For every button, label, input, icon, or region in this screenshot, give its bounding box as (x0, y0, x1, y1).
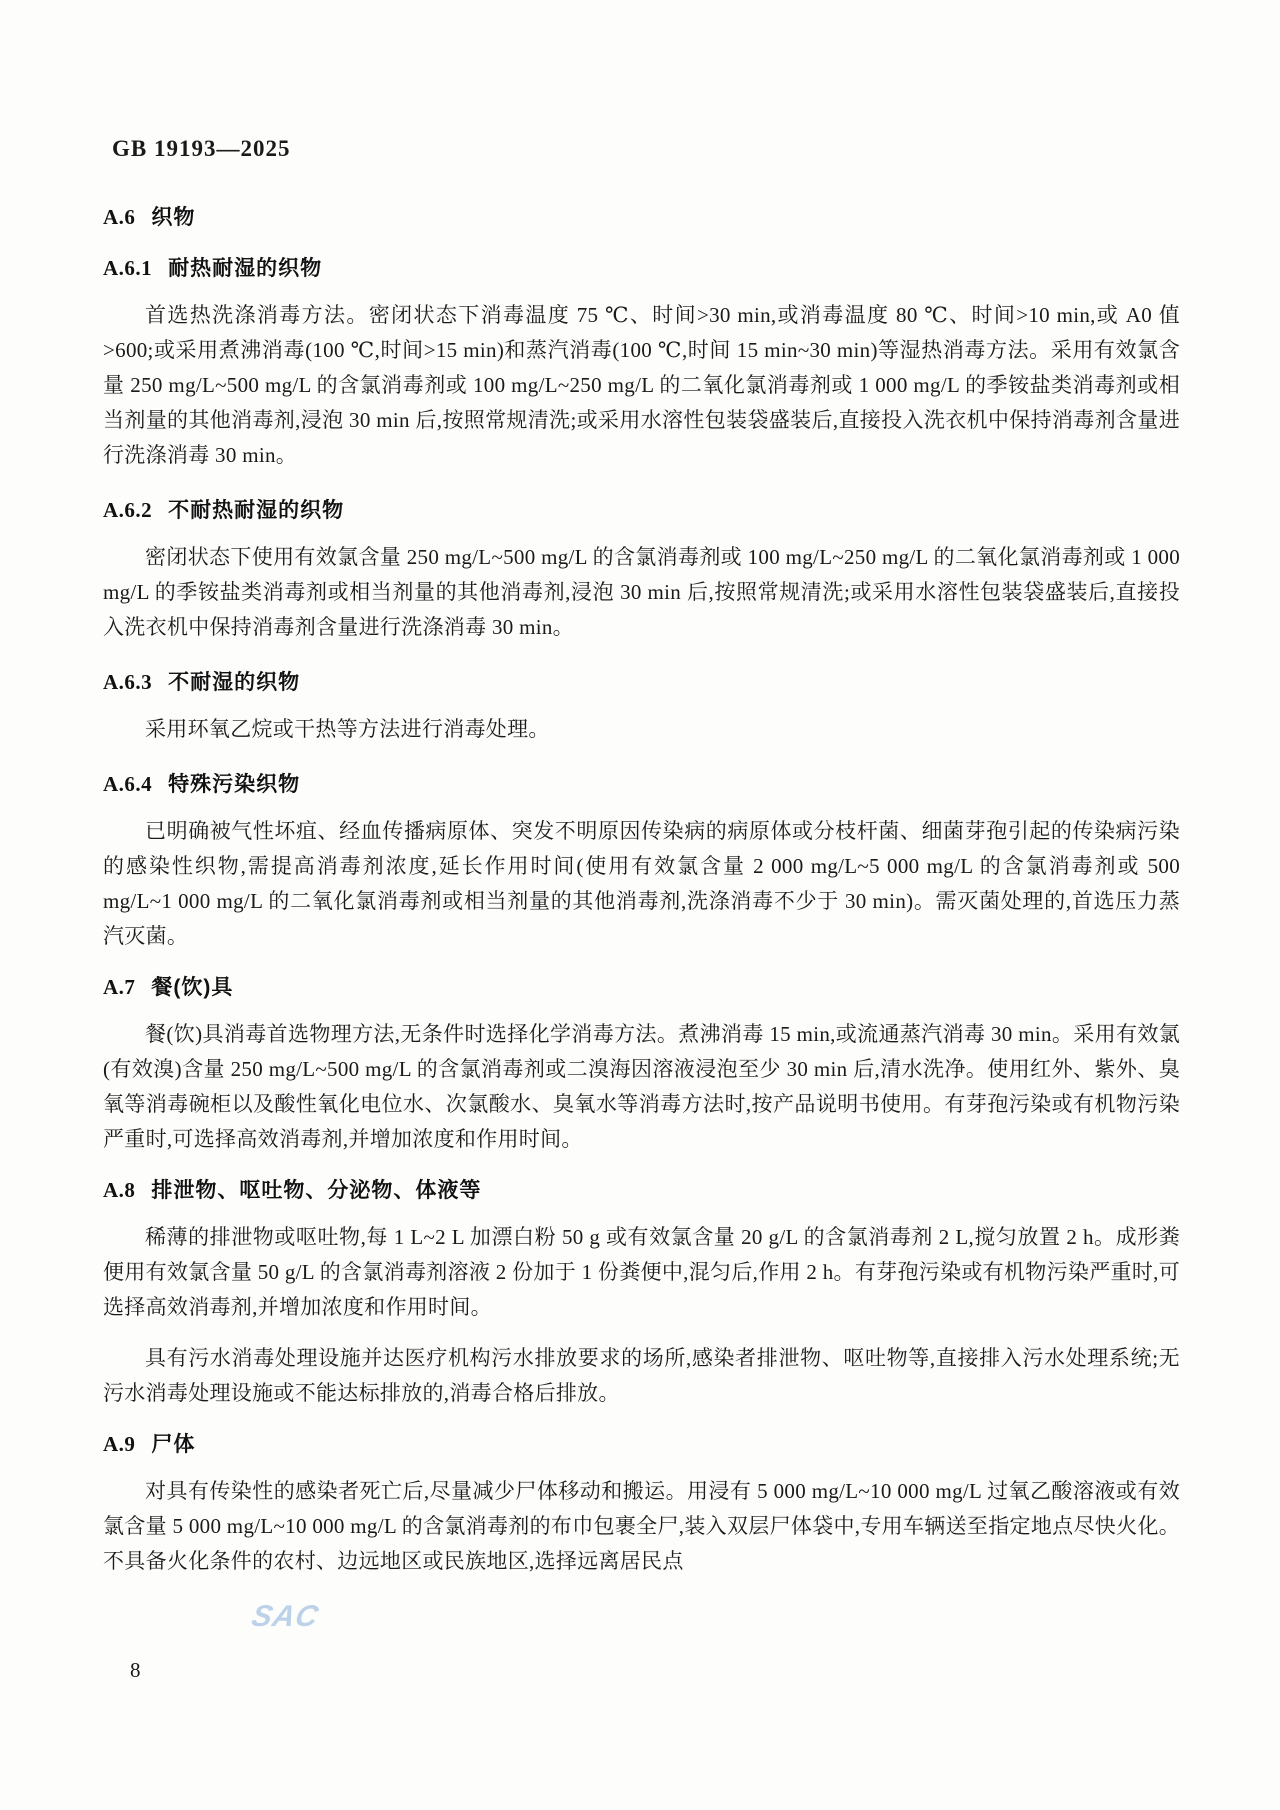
section-title: 排泄物、呕吐物、分泌物、体液等 (151, 1179, 482, 1202)
section-heading-a6-4 (103, 771, 1180, 798)
section-label: A.8 (103, 1178, 136, 1202)
paragraph-a6-2: 密闭状态下使用有效氯含量 250 mg/L~500 mg/L 的含氯消毒剂或 100 mg/L~250 mg/L 的二氧化氯消毒剂或 1 000 mg/L 的季铵盐类消毒剂或相当剂量的其他消毒剂,浸泡 30 min 后,按照常规清洗;或采用水溶性包装袋盛装后,直接投入洗衣机中保持消毒剂含量进行洗涤消毒 30 min。 (103, 545, 1180, 639)
paragraph-a7: 餐(饮)具消毒首选物理方法,无条件时选择化学消毒方法。煮沸消毒 15 min,或流通蒸汽消毒 30 min。采用有效氯(有效溴)含量 250 mg/L~500 mg/L 的含氯消毒剂或二溴海因溶液浸泡至少 30 min 后,清水洗净。使用红外、紫外、臭氧等消毒碗柜以及酸性氧化电位水、次氯酸水、臭氧水等消毒方法时,按产品说明书使用。有芽孢污染或有机物污染严重时,可选择高效消毒剂,并增加浓度和作用时间。 (103, 1022, 1180, 1151)
section-heading-a8 (103, 1177, 1180, 1204)
section-heading-a6-2 (103, 497, 1180, 524)
sac-watermark: SAC (248, 1600, 322, 1633)
paragraph-a9: 对具有传染性的感染者死亡后,尽量减少尸体移动和搬运。用浸有 5 000 mg/L~10 000 mg/L 过氧乙酸溶液或有效氯含量 5 000 mg/L~10 000 mg/L 的含氯消毒剂的布巾包裹全尸,装入双层尸体袋中,专用车辆送至指定地点尽快火化。不具备火化条件的农村、边远地区或民族地区,选择远离居民点 (103, 1479, 1180, 1573)
section-label: A.6.4 (103, 772, 153, 796)
section-label: A.6.1 (103, 256, 153, 280)
paragraph-a6-1: 首选热洗涤消毒方法。密闭状态下消毒温度 75 ℃、时间>30 min,或消毒温度 80 ℃、时间>10 min,或 A0 值>600;或采用煮沸消毒(100 ℃,时间>15 min)和蒸汽消毒(100 ℃,时间 15 min~30 min)等湿热消毒方法。采用有效氯含量 250 mg/L~500 mg/L 的含氯消毒剂或 100 mg/L~250 mg/L 的二氧化氯消毒剂或 1 000 mg/L 的季铵盐类消毒剂或相当剂量的其他消毒剂,浸泡 30 min 后,按照常规清洗;或采用水溶性包装袋盛装后,直接投入洗衣机中保持消毒剂含量进行洗涤消毒 30 min。 (103, 303, 1180, 467)
section-heading-a6-3 (103, 669, 1180, 696)
section-title: 特殊污染织物 (168, 773, 301, 796)
section-heading-a7 (103, 974, 1180, 1001)
section-heading-a9 (103, 1431, 1180, 1458)
standard-number-header: GB 19193—2025 (112, 136, 291, 161)
section-title: 耐热耐湿的织物 (168, 257, 323, 280)
section-heading-a6-1 (103, 255, 1180, 282)
page-number: 8 (130, 1658, 141, 1682)
section-title: 不耐湿的织物 (168, 671, 301, 694)
section-label: A.6 (103, 205, 136, 229)
section-label: A.7 (103, 975, 136, 999)
section-title: 织物 (151, 206, 196, 229)
paragraph-a6-3: 采用环氧乙烷或干热等方法进行消毒处理。 (145, 717, 550, 741)
paragraph-a8-1: 稀薄的排泄物或呕吐物,每 1 L~2 L 加漂白粉 50 g 或有效氯含量 20 g/L 的含氯消毒剂 2 L,搅匀放置 2 h。成形粪便用有效氯含量 50 g/L 的含氯消毒剂溶液 2 份加于 1 份粪便中,混匀后,作用 2 h。有芽孢污染或有机物污染严重时,可选择高效消毒剂,并增加浓度和作用时间。 (103, 1225, 1180, 1319)
paragraph-a8-2: 具有污水消毒处理设施并达医疗机构污水排放要求的场所,感染者排泄物、呕吐物等,直接排入污水处理系统;无污水消毒处理设施或不能达标排放的,消毒合格后排放。 (103, 1346, 1180, 1405)
section-label: A.6.2 (103, 498, 153, 522)
document-body (103, 204, 1180, 1579)
section-title: 餐(饮)具 (151, 976, 234, 999)
section-title: 尸体 (151, 1433, 196, 1456)
section-label: A.6.3 (103, 670, 153, 694)
section-title: 不耐热耐湿的织物 (168, 499, 345, 522)
paragraph-a6-4: 已明确被气性坏疽、经血传播病原体、突发不明原因传染病的病原体或分枝杆菌、细菌芽孢引起的传染病污染的感染性织物,需提高消毒剂浓度,延长作用时间(使用有效氯含量 2 000 mg/L~5 000 mg/L 的含氯消毒剂或 500 mg/L~1 000 mg/L 的二氧化氯消毒剂或相当剂量的其他消毒剂,洗涤消毒不少于 30 min)。需灭菌处理的,首选压力蒸汽灭菌。 (103, 819, 1180, 948)
section-heading-a6 (103, 204, 1180, 231)
section-label: A.9 (103, 1432, 136, 1456)
